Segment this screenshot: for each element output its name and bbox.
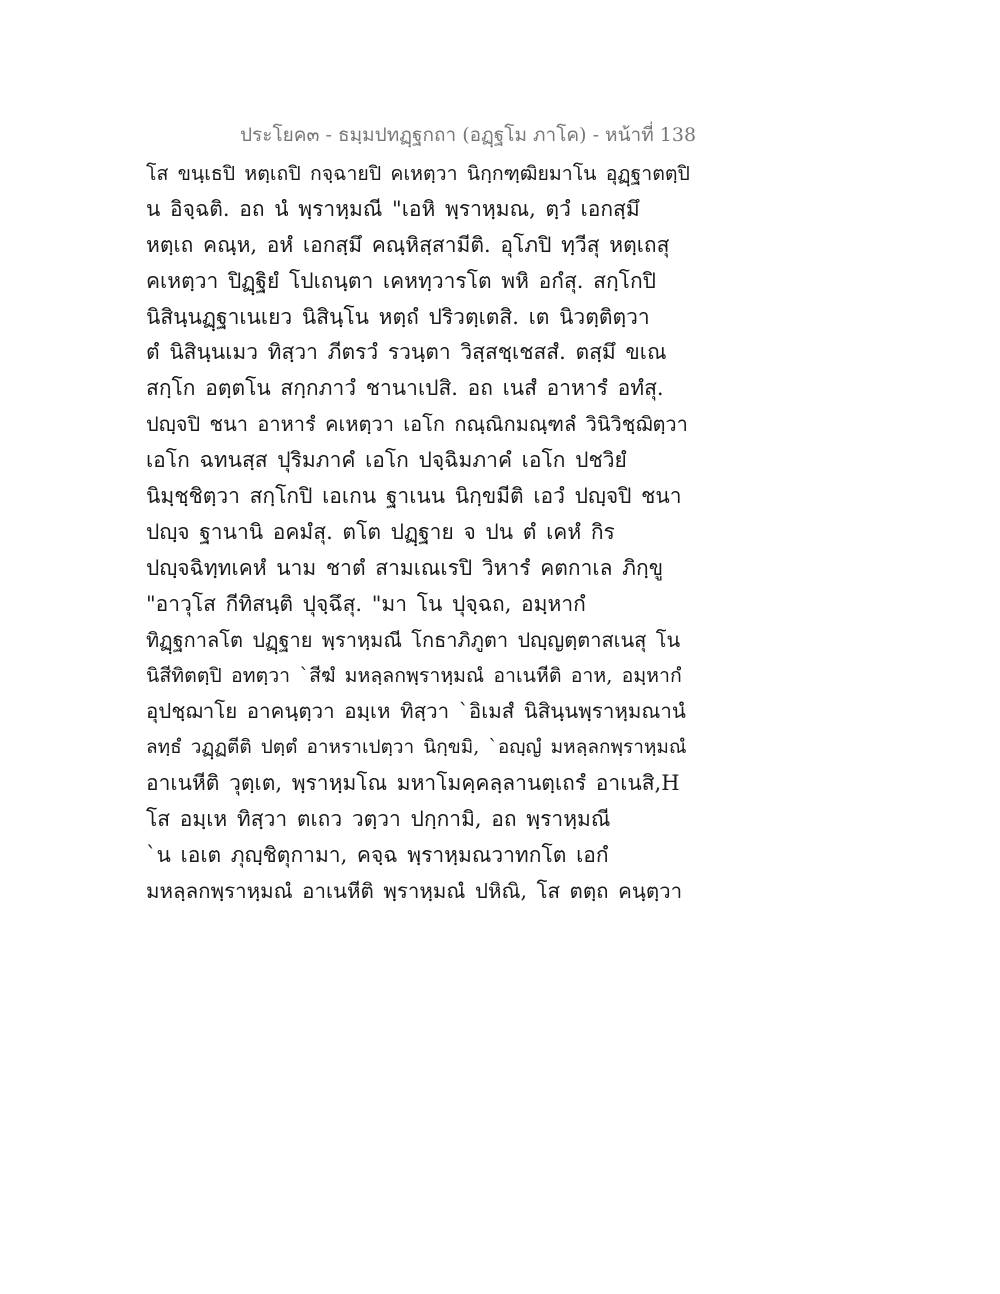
text-line: ทิฏฺฐกาลโต ปฏฺฐาย พฺราหฺมณี โกธาภิภูตา ปญฺญตฺตาสเนสุ โน	[146, 627, 681, 652]
text-line: เอโก ฉทนสฺส ปุริมภาคํ เอโก ปจฺฉิมภาคํ เอโก ปชวิยํ	[146, 448, 627, 473]
running-header: ประโยค๓ - ธมฺมปทฏฺฐกถา (อฏฺฐโม ภาโค) - หน้าที่ 138	[240, 124, 697, 146]
text-line: มหลฺลกพฺราหฺมณํ อาเนหีติ พฺราหฺมณํ ปหิณิ, โส ตตฺถ คนฺตฺวา	[146, 878, 683, 903]
text-line: น อิจฺฉติ. อถ นํ พฺราหฺมณี "เอหิ พฺราหฺมณ, ตฺวํ เอกสฺมึ	[146, 196, 640, 221]
text-line: ปญฺจปิ ชนา อาหารํ คเหตฺวา เอโก กณฺณิกมณฺฑลํ วินิวิชฺฌิตฺวา	[146, 412, 688, 437]
body-text	[146, 156, 690, 910]
text-line: สกฺโก อตฺตโน สกฺกภาวํ ชานาเปสิ. อถ เนสํ อาหารํ อทํสุ.	[146, 376, 664, 401]
text-line: นิสินฺนฏฺฐาเนเยว นิสินฺโน หตฺถํ ปริวตฺเตสิ. เต นิวตฺติตฺวา	[146, 304, 650, 329]
text-line: ตํ นิสินฺนเมว ทิสฺวา ภีตรวํ รวนฺตา วิสฺสชฺเชสสํ. ตสฺมึ ขเณ	[146, 340, 667, 365]
text-line: อุปชฺฌาโย อาคนฺตฺวา อมฺเห ทิสฺวา `อิเมสํ นิสินฺนพฺราหฺมณานํ	[146, 699, 686, 724]
text-line: "อาวุโส กีทิสนฺติ ปุจฺฉึสุ. "มา โน ปุจฺฉถ, อมฺหากํ	[146, 591, 586, 616]
text-line: `น เอเต ภุญฺชิตุกามา, คจฺฉ พฺราหฺมณวาทกโต เอกํ	[146, 842, 609, 867]
text-line: โส อมฺเห ทิสฺวา ตเถว วตฺวา ปกฺกามิ, อถ พฺราหฺมณี	[146, 807, 611, 832]
text-line: คเหตฺวา ปิฏฺฐิยํ โปเถนฺตา เคหทฺวารโต พหิ อกํสุ. สกฺโกปิ	[146, 268, 657, 293]
text-line: นิมฺชฺชิตฺวา สกฺโกปิ เอเกน ฐาเนน นิกฺขมีติ เอวํ ปญฺจปิ ชนา	[146, 484, 682, 509]
text-line: อาเนหีติ วุตฺเต, พฺราหฺมโณ มหาโมคฺคลฺลานตฺเถรํ อาเนสิ,H	[146, 771, 680, 796]
text-line: หตฺเถ คณฺห, อหํ เอกสฺมึ คณฺหิสฺสามีติ. อุโภปิ ทฺวีสุ หตฺเถสุ	[146, 232, 670, 257]
text-line: นิสีทิตตฺปิ อทตฺวา `สีฆํ มหลฺลกพฺราหฺมณํ อาเนหีติ อาห, อมฺหากํ	[146, 664, 682, 688]
text-line: โส ขนฺเธปิ หตฺเถปิ กจฺฉายปิ คเหตฺวา นิกฺกฑฺฒิยมาโน อุฏฺฐาตตฺปิ	[146, 162, 690, 185]
text-line: ปญฺจฉิทฺทเคหํ นาม ชาตํ สามเณเรปิ วิหารํ คตกาเล ภิกฺขู	[146, 555, 664, 580]
text-line: ปญฺจ ฐานานิ อคมํสุ. ตโต ปฏฺฐาย จ ปน ตํ เคหํ กิร	[146, 519, 615, 544]
text-line: ลทฺธํ วฏฺฏตีติ ปตฺตํ อาหราเปตฺวา นิกฺขมิ, `อญฺญํ มหลฺลกพฺราหฺมณํ	[146, 736, 687, 759]
